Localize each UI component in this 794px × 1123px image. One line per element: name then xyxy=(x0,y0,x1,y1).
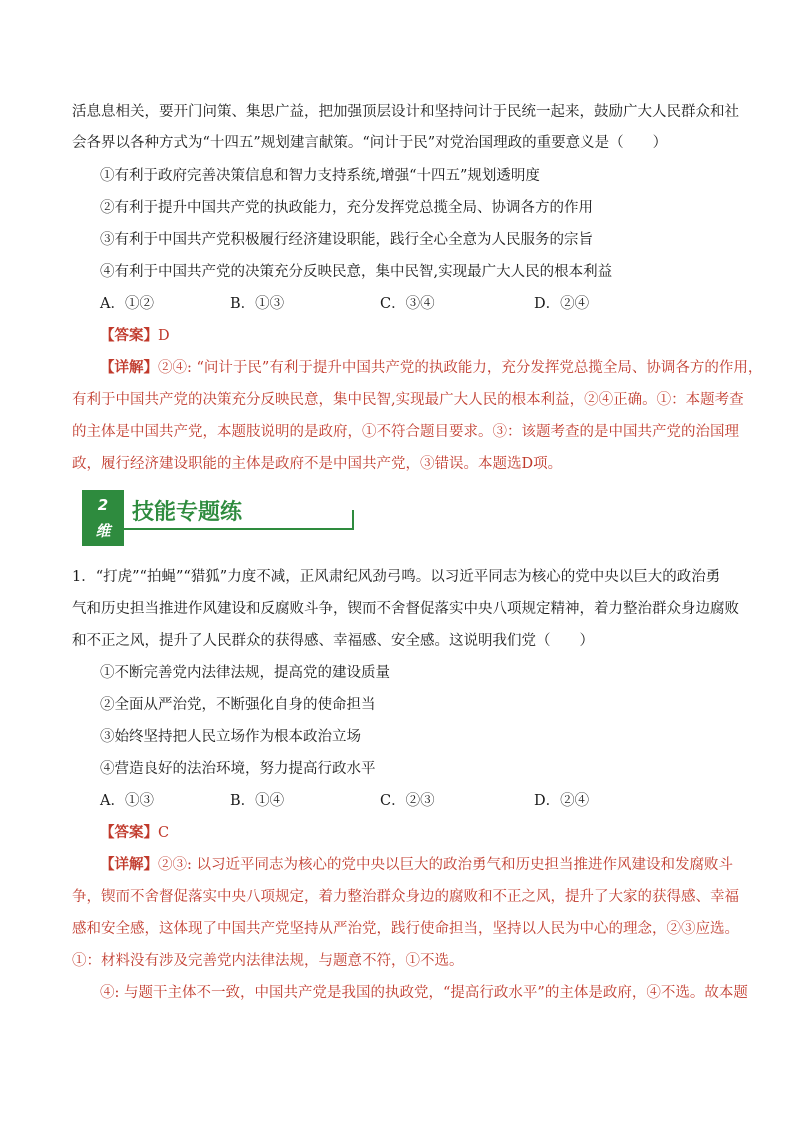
badge-number: 2 xyxy=(97,496,109,514)
detail-text: ②③: 以习近平同志为核心的党中央以巨大的政治勇气和历史担当推进作风建设和发腐败斗 xyxy=(158,857,733,873)
detail-line xyxy=(100,358,763,378)
section-underline xyxy=(124,528,354,530)
section-title: 技能专题练 xyxy=(132,500,243,525)
section-underline-hook xyxy=(352,510,354,530)
question-stem-line: 1．“打虎”“拍蝇”“猎狐”力度不减，正风肃纪风劲弓鸣。以习近平同志为核心的党中央以巨大的政治勇 xyxy=(72,569,721,585)
statement-item: ④营造良好的法治环境，努力提高行政水平 xyxy=(100,761,376,777)
section-banner xyxy=(82,490,282,546)
option-c: C．②③ xyxy=(380,793,435,809)
detail-line: 有利于中国共产党的决策充分反映民意，集中民智,实现最广大人民的根本利益，②④正确。①：本题考查 xyxy=(72,392,744,408)
detail-line: 政，履行经济建设职能的主体是政府不是中国共产党，③错误。本题选D项。 xyxy=(72,456,563,472)
statement-item: ①有利于政府完善决策信息和智力支持系统,增强“十四五”规划透明度 xyxy=(100,168,540,184)
detail-line: 的主体是中国共产党，本题肢说明的是政府，①不符合题目要求。③：该题考查的是中国共产党的治国理 xyxy=(72,424,739,440)
question-stem-line: 和不正之风，提升了人民群众的获得感、幸福感、安全感。这说明我们党（ ） xyxy=(72,633,594,649)
option-a: A．①② xyxy=(100,296,154,312)
detail-text: ②④: “问计于民”有利于提升中国共产党的执政能力，充分发挥党总揽全局、协调各方的作用， xyxy=(158,360,763,376)
statement-item: ④有利于中国共产党的决策充分反映民意，集中民智,实现最广大人民的根本利益 xyxy=(100,264,613,280)
answer-label: 【答案】 xyxy=(100,328,158,344)
option-d: D．②④ xyxy=(534,793,590,809)
option-b: B．①④ xyxy=(230,793,285,809)
statement-item: ②有利于提升中国共产党的执政能力，充分发挥党总揽全局、协调各方的作用 xyxy=(100,200,593,216)
question-stem-line: 活息息相关，要开门问策、集思广益，把加强顶层设计和坚持问计于民统一起来，鼓励广大人民群众和社 xyxy=(72,104,739,120)
answer-line xyxy=(100,326,760,346)
answer-label: 【答案】 xyxy=(100,825,158,841)
detail-label: 【详解】 xyxy=(100,857,158,873)
detail-line: ①：材料没有涉及完善党内法律法规，与题意不符，①不选。 xyxy=(72,953,464,969)
detail-line: 争，锲而不舍督促落实中央八项规定，着力整治群众身边的腐败和不正之风，提升了大家的获得感、幸福 xyxy=(72,889,739,905)
answer-value: C xyxy=(158,825,170,841)
option-b: B．①③ xyxy=(230,296,285,312)
statement-item: ③有利于中国共产党积极履行经济建设职能，践行全心全意为人民服务的宗旨 xyxy=(100,232,593,248)
answer-value: D xyxy=(158,328,170,344)
option-d: D．②④ xyxy=(534,296,590,312)
option-c: C．③④ xyxy=(380,296,435,312)
section-badge xyxy=(82,490,124,546)
statement-item: ②全面从严治党，不断强化自身的使命担当 xyxy=(100,697,376,713)
question-stem-line: 会各界以各种方式为“十四五”规划建言献策。“问计于民”对党治国理政的重要意义是（ ） xyxy=(72,135,668,151)
question-stem-line: 气和历史担当推进作风建设和反腐败斗争，锲而不舍督促落实中央八项规定精神，着力整治群众身边腐败 xyxy=(72,601,739,617)
option-a: A．①③ xyxy=(100,793,154,809)
detail-line: 感和安全感，这体现了中国共产党坚持从严治党，践行使命担当，坚持以人民为中心的理念，②③应选。 xyxy=(72,921,739,937)
detail-line: ④: 与题干主体不一致，中国共产党是我国的执政党，“提高行政水平”的主体是政府，④不选。故本题 xyxy=(100,985,748,1001)
answer-line xyxy=(100,823,760,843)
detail-label: 【详解】 xyxy=(100,360,158,376)
detail-line xyxy=(100,855,760,875)
statement-item: ③始终坚持把人民立场作为根本政治立场 xyxy=(100,729,361,745)
badge-text: 维 xyxy=(95,522,111,540)
statement-item: ①不断完善党内法律法规，提高党的建设质量 xyxy=(100,665,390,681)
